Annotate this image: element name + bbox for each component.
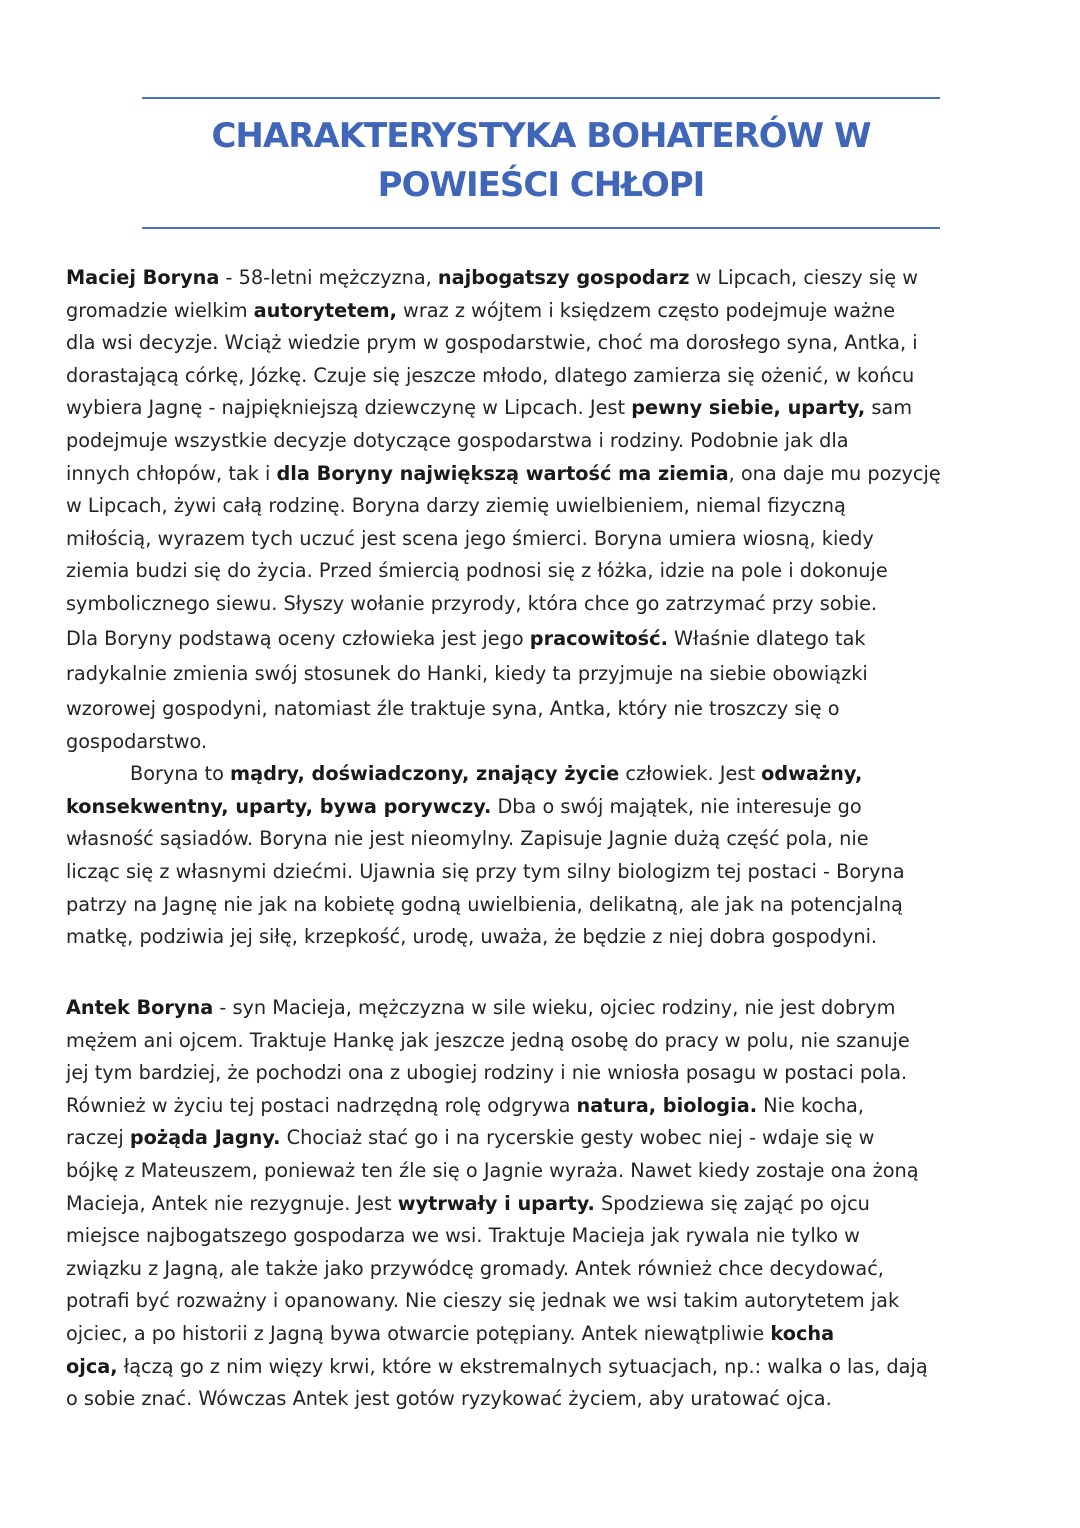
- text-line: [66, 1122, 1026, 1155]
- bold-phrase: pracowitość.: [529, 626, 668, 650]
- text-segment: Właśnie dlatego tak: [667, 626, 866, 650]
- text-segment: łączą go z nim więzy krwi, które w ekstremalnych sytuacjach, np.: walka o las, dają: [117, 1354, 928, 1378]
- bold-phrase: ojca,: [66, 1354, 118, 1378]
- text-line: [66, 1057, 1026, 1090]
- bold-phrase: wytrwały i uparty.: [397, 1191, 595, 1215]
- text-line: [66, 588, 1026, 621]
- bold-phrase: mądry, doświadczony, znający życie: [230, 762, 620, 786]
- page-title: [142, 112, 940, 210]
- text-line: [66, 856, 1026, 889]
- text-segment: dorastającą córkę, Józkę. Czuje się jeszcze młodo, dlatego zamierza się ożenić, w końcu: [66, 363, 915, 387]
- text-line: [66, 656, 1026, 691]
- text-line: [66, 726, 1026, 759]
- bottom-divider: [142, 227, 940, 229]
- text-line: [66, 691, 1026, 726]
- text-segment: w Lipcach, żywi całą rodzinę. Boryna darzy ziemię uwielbieniem, niemal fizyczną: [66, 494, 846, 518]
- text-line: [66, 1318, 1026, 1351]
- text-segment: związku z Jagną, ale także jako przywódcę gromady. Antek również chce decydować,: [66, 1256, 884, 1280]
- bold-phrase: odważny,: [761, 762, 863, 786]
- text-line: [66, 490, 1026, 523]
- section-maciej-boryna: [66, 262, 1026, 954]
- bold-phrase: najbogatszy gospodarz: [437, 266, 690, 289]
- text-line: [66, 1351, 1026, 1384]
- text-segment: własność sąsiadów. Boryna nie jest nieomylny. Zapisuje Jagnie dużą część pola, nie: [66, 827, 869, 851]
- text-segment: wraz z wójtem i księdzem często podejmuje ważne: [396, 298, 896, 322]
- text-segment: gromadzie wielkim: [66, 298, 254, 322]
- text-segment: miejsce najbogatszego gospodarza we wsi. Traktuje Macieja jak rywala nie tylko w: [66, 1224, 860, 1248]
- text-line: [66, 1188, 1026, 1221]
- text-line: [66, 791, 1026, 824]
- text-segment: Chociaż stać go i na rycerskie gesty wobec niej - wdaje się w: [280, 1126, 875, 1150]
- title-line-1: CHARAKTERYSTYKA BOHATERÓW W: [211, 116, 871, 156]
- text-segment: mężem ani ojcem. Traktuje Hankę jak jeszcze jedną osobę do pracy w polu, nie szanuje: [66, 1028, 910, 1052]
- text-segment: w Lipcach, cieszy się w: [689, 266, 919, 289]
- text-segment: Spodziewa się zająć po ojcu: [594, 1191, 870, 1215]
- text-segment: ojciec, a po historii z Jagną bywa otwarcie potępiany. Antek niewątpliwie: [66, 1321, 771, 1345]
- bold-phrase: konsekwentny, uparty, bywa porywczy.: [66, 794, 492, 818]
- bold-phrase: natura, biologia.: [576, 1093, 758, 1117]
- bold-phrase: autorytetem,: [253, 298, 397, 322]
- title-line-2: POWIEŚCI CHŁOPI: [377, 165, 705, 205]
- text-line: [66, 621, 1026, 656]
- bold-phrase: dla Boryny największą wartość ma ziemia: [276, 461, 729, 485]
- text-segment: - 58-letni mężczyzna,: [219, 266, 438, 289]
- text-line: [66, 823, 1026, 856]
- text-line: [66, 1285, 1026, 1318]
- text-line: [66, 555, 1026, 588]
- text-segment: - syn Macieja, mężczyzna w sile wieku, ojciec rodziny, nie jest dobrym: [213, 996, 896, 1019]
- text-segment: patrzy na Jagnę nie jak na kobietę godną uwielbienia, delikatną, ale jak na potencjalną: [66, 892, 903, 916]
- text-segment: Również w życiu tej postaci nadrzędną rolę odgrywa: [66, 1093, 577, 1117]
- bold-phrase: kocha: [770, 1321, 835, 1345]
- text-line: [66, 1220, 1026, 1253]
- text-segment: Macieja, Antek nie rezygnuje. Jest: [66, 1191, 398, 1215]
- text-line: [66, 262, 1026, 295]
- text-line: [66, 523, 1026, 556]
- text-segment: radykalnie zmienia swój stosunek do Hanki, kiedy ta przyjmuje na siebie obowiązki: [66, 661, 868, 685]
- text-segment: podejmuje wszystkie decyzje dotyczące gospodarstwa i rodziny. Podobnie jak dla: [66, 428, 849, 452]
- bold-phrase: pewny siebie, uparty,: [631, 396, 866, 420]
- text-line: [66, 458, 1026, 491]
- text-line: [66, 295, 1026, 328]
- text-segment: symbolicznego siewu. Słyszy wołanie przyrody, która chce go zatrzymać przy sobie.: [66, 591, 878, 615]
- text-line: [66, 1155, 1026, 1188]
- top-divider: [142, 97, 940, 99]
- text-segment: raczej: [66, 1126, 130, 1150]
- text-segment: matkę, podziwia jej siłę, krzepkość, urodę, uważa, że będzie z niej dobra gospodyni.: [66, 925, 878, 949]
- text-segment: wzorowej gospodyni, natomiast źle traktuje syna, Antka, który nie troszczy się o: [66, 696, 840, 720]
- text-line: [66, 425, 1026, 458]
- text-segment: Dla Boryny podstawą oceny człowieka jest jego: [66, 626, 530, 650]
- bold-phrase: Maciej Boryna: [66, 266, 220, 289]
- text-segment: potrafi być rozważny i opanowany. Nie cieszy się jednak we wsi takim autorytetem jak: [66, 1289, 900, 1313]
- bold-phrase: Antek Boryna: [66, 996, 214, 1019]
- text-segment: gospodarstwo.: [66, 729, 208, 753]
- text-segment: sam: [865, 396, 913, 420]
- text-line: [66, 758, 1026, 791]
- text-line: [66, 889, 1026, 922]
- section-antek-boryna: [66, 992, 1026, 1416]
- text-line: [66, 360, 1026, 393]
- text-line: [66, 392, 1026, 425]
- text-segment: Nie kocha,: [757, 1093, 864, 1117]
- text-segment: dla wsi decyzje. Wciąż wiedzie prym w gospodarstwie, choć ma dorosłego syna, Antka, i: [66, 331, 918, 355]
- text-segment: Boryna to: [130, 762, 231, 786]
- bold-phrase: pożąda Jagny.: [129, 1126, 281, 1150]
- text-segment: ziemia budzi się do życia. Przed śmiercią podnosi się z łóżka, idzie na pole i dokonuje: [66, 559, 888, 583]
- text-line: [66, 921, 1026, 954]
- text-segment: , ona daje mu pozycję: [728, 461, 941, 485]
- text-line: [66, 327, 1026, 360]
- text-segment: innych chłopów, tak i: [66, 461, 277, 485]
- text-line: [66, 1253, 1026, 1286]
- text-segment: miłością, wyrazem tych uczuć jest scena jego śmierci. Boryna umiera wiosną, kiedy: [66, 526, 874, 550]
- text-segment: wybiera Jagnę - najpiękniejszą dziewczynę w Lipcach. Jest: [66, 396, 632, 420]
- text-segment: jej tym bardziej, że pochodzi ona z ubogiej rodziny i nie wniosła posagu w postaci pola.: [66, 1061, 908, 1085]
- text-line: [66, 1090, 1026, 1123]
- text-segment: bójkę z Mateuszem, ponieważ ten źle się o Jagnie wyraża. Nawet kiedy zostaje ona żoną: [66, 1158, 919, 1182]
- text-segment: licząc się z własnymi dziećmi. Ujawnia się przy tym silny biologizm tej postaci - Boryna: [66, 859, 905, 883]
- text-segment: Dba o swój majątek, nie interesuje go: [491, 794, 862, 818]
- text-segment: o sobie znać. Wówczas Antek jest gotów ryzykować życiem, aby uratować ojca.: [66, 1387, 832, 1411]
- text-line: [66, 1025, 1026, 1058]
- text-line: [66, 1383, 1026, 1416]
- text-segment: człowiek. Jest: [619, 762, 762, 786]
- text-line: [66, 992, 1026, 1025]
